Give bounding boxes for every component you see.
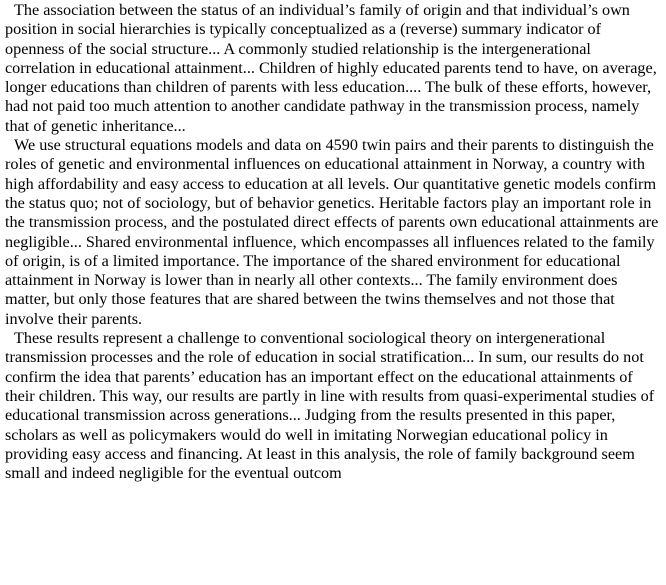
paragraph-intro: The association between the status of an individual’s family of origin and that individual’s own position in social hierarchies is typically conceptualized as a (reverse) summary indicator of openness of the social structure... A commonly studied relationship is the intergenerational correlation in educational attainment... Children of highly educated parents tend to have, on average, longer educations than children of parents with less education.... The bulk of these efforts, however, had not paid too much attention to another candidate pathway in the transmission process, namely that of genetic inheritance... <box>5 1 657 135</box>
paragraph-conclusion: These results represent a challenge to conventional sociological theory on intergenerational transmission processes and the role of education in social stratification... In sum, our results do not confirm the idea that parents’ education has an important effect on the educational attainments of their children. This way, our results are partly in line with results from quasi-experimental studies of educational transmission across generations... Judging from the results presented in this paper, scholars as well as policymakers would do well in imitating Norwegian educational policy in providing easy access and financing. At least in this analysis, the role of family background seem small and indeed negligible for the eventual outcom <box>5 329 655 483</box>
paragraph-methods: We use structural equations models and data on 4590 twin pairs and their parents to distinguish the roles of genetic and environmental influences on educational attainment in Norway, a country with high affordability and easy access to education at all levels. Our quantitative genetic models confirm the status quo; not of sociology, but of behavior genetics. Heritable factors play an important role in the transmission process, and the postulated direct effects of parents own educational attainments are negligible... Shared environmental influence, which encompasses all influences related to the family of origin, is of a limited importance. The importance of the shared environment for educational attainment in Norway is lower than in nearly all other contexts... The family environment does matter, but only those features that are shared between the twins themselves and not those that involve their parents. <box>5 136 659 328</box>
